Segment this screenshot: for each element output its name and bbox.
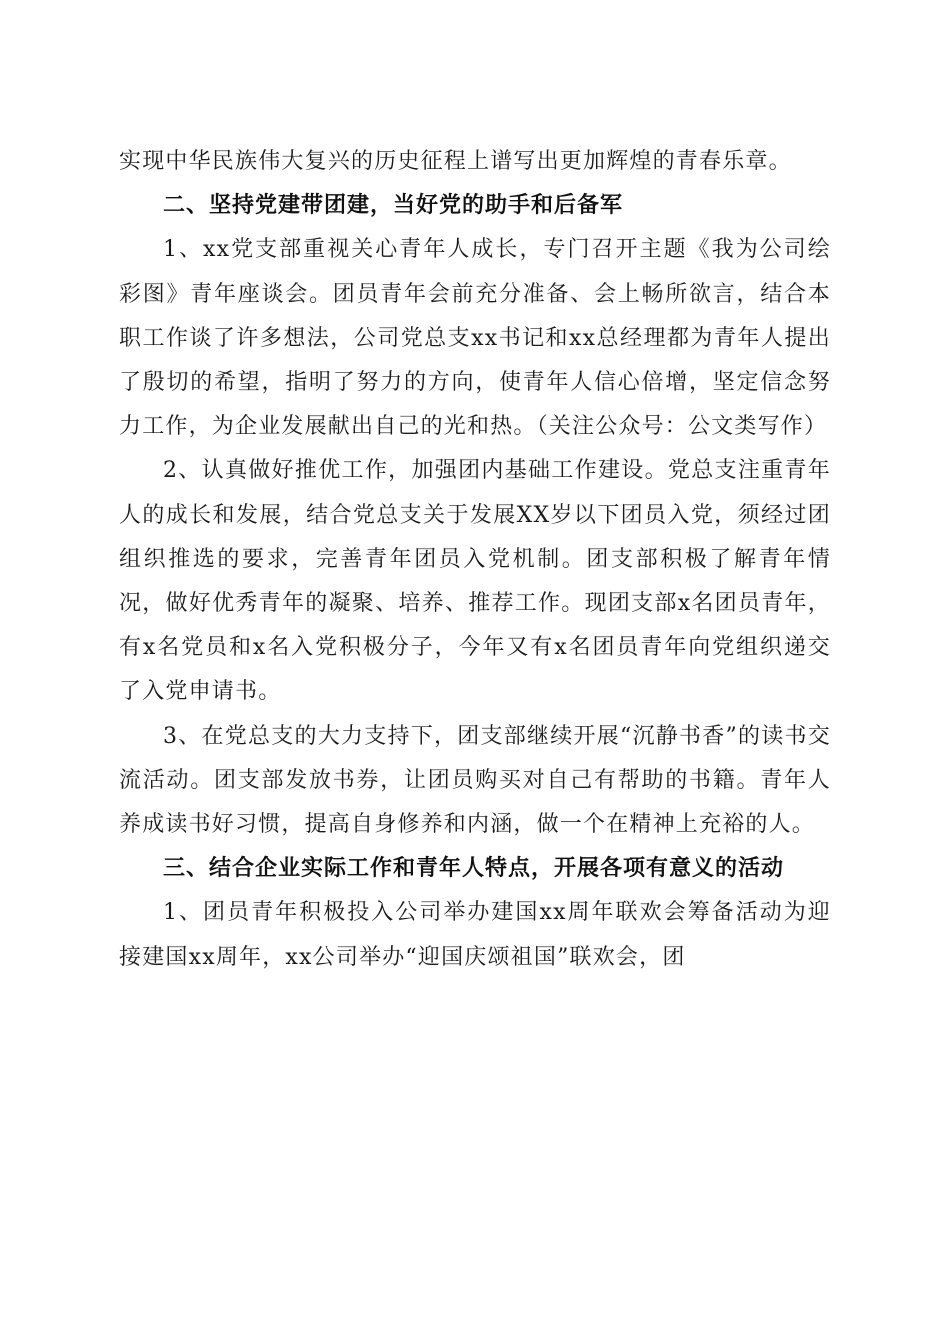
paragraph-continuation: 实现中华民族伟大复兴的历史征程上谱写出更加辉煌的青春乐章。 bbox=[119, 149, 792, 174]
document-body bbox=[119, 140, 831, 980]
paragraph-2-2: 2、认真做好推优工作，加强团内基础工作建设。党总支注重青年人的成长和发展，结合党总支关于发展XX岁以下团员入党，须经过团组织推选的要求，完善青年团员入党机制。团支部积极了解青年情况，做好优秀青年的凝聚、培养、推荐工作。现团支部x名团员青年，有x名党员和x名入党积极分子，今年又有x名团员青年向党组织递交了入党申请书。 bbox=[119, 458, 831, 705]
section-heading-2: 二、坚持党建带团建，当好党的助手和后备军 bbox=[163, 193, 624, 219]
paragraph-2-3: 3、在党总支的大力支持下，团支部继续开展“沉静书香”的读书交流活动。团支部发放书券，让团员购买对自己有帮助的书籍。青年人养成读书好习惯，提高自身修养和内涵，做一个在精神上充裕的人。 bbox=[119, 723, 831, 838]
section-heading-3: 三、结合企业实际工作和青年人特点，开展各项有意义的活动 bbox=[163, 856, 785, 882]
paragraph-2-1: 1、xx党支部重视关心青年人成长，专门召开主题《我为公司绘彩图》青年座谈会。团员青年会前充分准备、会上畅所欲言，结合本职工作谈了许多想法，公司党总支xx书记和xx总经理都为青年人提出了殷切的希望，指明了努力的方向，使青年人信心倍增，坚定信念努力工作，为企业发展献出自己的光和热。（关注公众号：公文类写作） bbox=[119, 237, 831, 440]
paragraph-3-1: 1、团员青年积极投入公司举办建国xx周年联欢会筹备活动为迎接建国xx周年，xx公司举办“迎国庆颂祖国”联欢会，团 bbox=[119, 900, 831, 970]
